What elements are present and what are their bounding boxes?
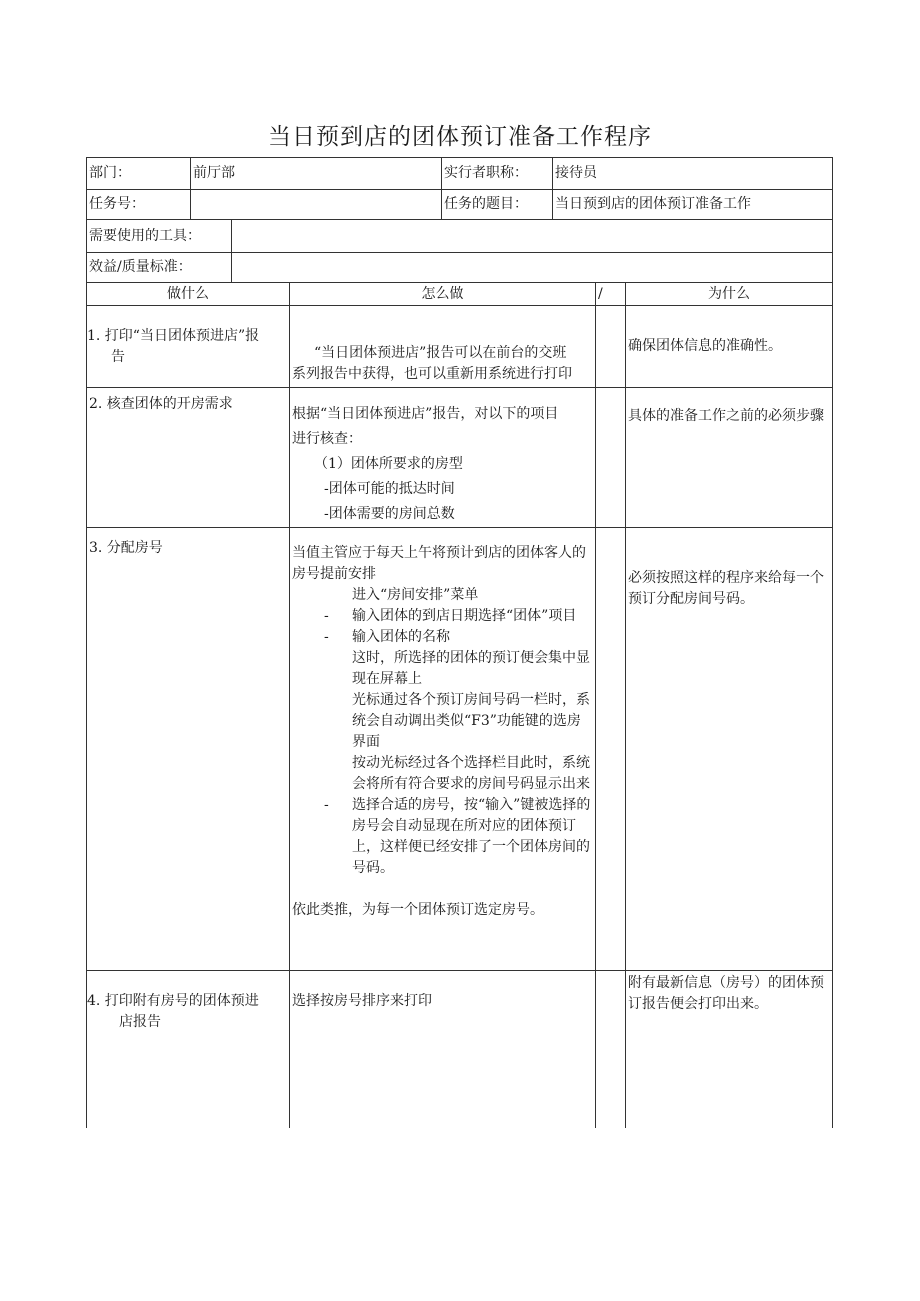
step-mark bbox=[596, 388, 626, 528]
procedure-table bbox=[86, 282, 833, 1128]
step-how bbox=[290, 306, 596, 388]
step-what: 2. 核查团体的开房需求 bbox=[87, 388, 290, 528]
step-how-line: 按动光标经过各个选择栏目此时，系统会将所有符合要求的房间号码显示出来 bbox=[352, 755, 590, 792]
step-how-line: 选择合适的房号，按“输入”键被选择的房号会自动显现在所对应的团体预订上，这样便已经安排了一个团体房间的号码。 bbox=[352, 797, 591, 876]
task-title-label: 任务的题目： bbox=[442, 190, 553, 220]
step-how-line: -团体可能的抵达时间 bbox=[324, 481, 455, 497]
procedure-document bbox=[86, 157, 832, 1128]
step-how: 选择按房号排序来打印 bbox=[290, 971, 596, 1128]
step-why: 附有最新信息（房号）的团体预订报告便会打印出来。 bbox=[626, 971, 833, 1128]
step-mark bbox=[596, 971, 626, 1128]
step-how-line: 当值主管应于每天上午将预计到店的团体客人的房号提前安排 bbox=[292, 545, 586, 582]
step-what-line: 1. 打印“当日团体预进店”报 bbox=[87, 327, 260, 344]
task-no-label: 任务号： bbox=[87, 190, 191, 220]
info-table bbox=[86, 157, 833, 220]
step-why: 确保团体信息的准确性。 bbox=[626, 306, 833, 388]
table-row bbox=[87, 528, 833, 971]
step-how-line: 进入“房间安排”菜单 bbox=[352, 587, 479, 603]
step-mark bbox=[596, 306, 626, 388]
step-how-line: 输入团体的到店日期选择“团体”项目 bbox=[352, 608, 577, 624]
task-no-value bbox=[191, 190, 442, 220]
step-how-line: 进行核查： bbox=[292, 431, 362, 447]
table-row bbox=[87, 971, 833, 1128]
table-row bbox=[87, 306, 833, 388]
step-what-line: 4. 打印附有房号的团体预进 bbox=[87, 993, 259, 1009]
dash-bullet: - bbox=[324, 797, 329, 813]
dept-label: 部门： bbox=[87, 158, 191, 190]
step-how-line: -团体需要的房间总数 bbox=[324, 506, 455, 522]
step-how-line: 输入团体的名称 bbox=[352, 629, 450, 645]
task-title-value: 当日预到店的团体预订准备工作 bbox=[553, 190, 833, 220]
col-header-mark: / bbox=[596, 283, 626, 306]
step-how-line: “当日团体预进店”报告可以在前台的交班 bbox=[314, 345, 567, 361]
step-how-subitem bbox=[292, 795, 593, 879]
role-label: 实行者职称： bbox=[442, 158, 553, 190]
col-header-how: 怎么做 bbox=[290, 283, 596, 306]
step-how-line: （1）团体所要求的房型 bbox=[314, 456, 463, 472]
step-mark bbox=[596, 528, 626, 971]
table-row bbox=[87, 388, 833, 528]
standards-table bbox=[86, 219, 833, 283]
step-how-line: 系列报告中获得，也可以重新用系统进行打印 bbox=[292, 366, 572, 382]
tools-label: 需要使用的工具： bbox=[87, 220, 232, 253]
col-header-why: 为什么 bbox=[626, 283, 833, 306]
step-how-line: 依此类推，为每一个团体预订选定房号。 bbox=[292, 902, 544, 918]
quality-value bbox=[232, 253, 833, 283]
step-what bbox=[87, 971, 290, 1128]
step-what: 3. 分配房号 bbox=[87, 528, 290, 971]
step-what bbox=[87, 306, 290, 388]
dash-bullet: - bbox=[324, 629, 329, 645]
step-what-line: 告 bbox=[111, 348, 125, 365]
step-why: 必须按照这样的程序来给每一个预订分配房间号码。 bbox=[626, 528, 833, 971]
col-header-what: 做什么 bbox=[87, 283, 290, 306]
role-value: 接待员 bbox=[553, 158, 833, 190]
tools-value bbox=[232, 220, 833, 253]
step-why: 具体的准备工作之前的必须步骤 bbox=[626, 388, 833, 528]
step-how-line: 根据“当日团体预进店”报告，对以下的项目 bbox=[292, 406, 559, 422]
step-how-line: 这时，所选择的团体的预订便会集中显现在屏幕上 bbox=[352, 650, 590, 687]
step-how-line: 光标通过各个预订房间号码一栏时，系统会自动调出类似“F3”功能键的选房界面 bbox=[352, 692, 590, 750]
step-what-line: 店报告 bbox=[119, 1014, 161, 1030]
page-title: 当日预到店的团体预订准备工作程序 bbox=[268, 124, 652, 150]
dept-value: 前厅部 bbox=[191, 158, 442, 190]
dash-bullet: - bbox=[324, 608, 329, 624]
step-how-subitem bbox=[292, 627, 593, 648]
quality-label: 效益/质量标准： bbox=[87, 253, 232, 283]
step-how bbox=[290, 388, 596, 528]
step-how-subitem bbox=[292, 606, 593, 627]
step-how bbox=[290, 528, 596, 971]
